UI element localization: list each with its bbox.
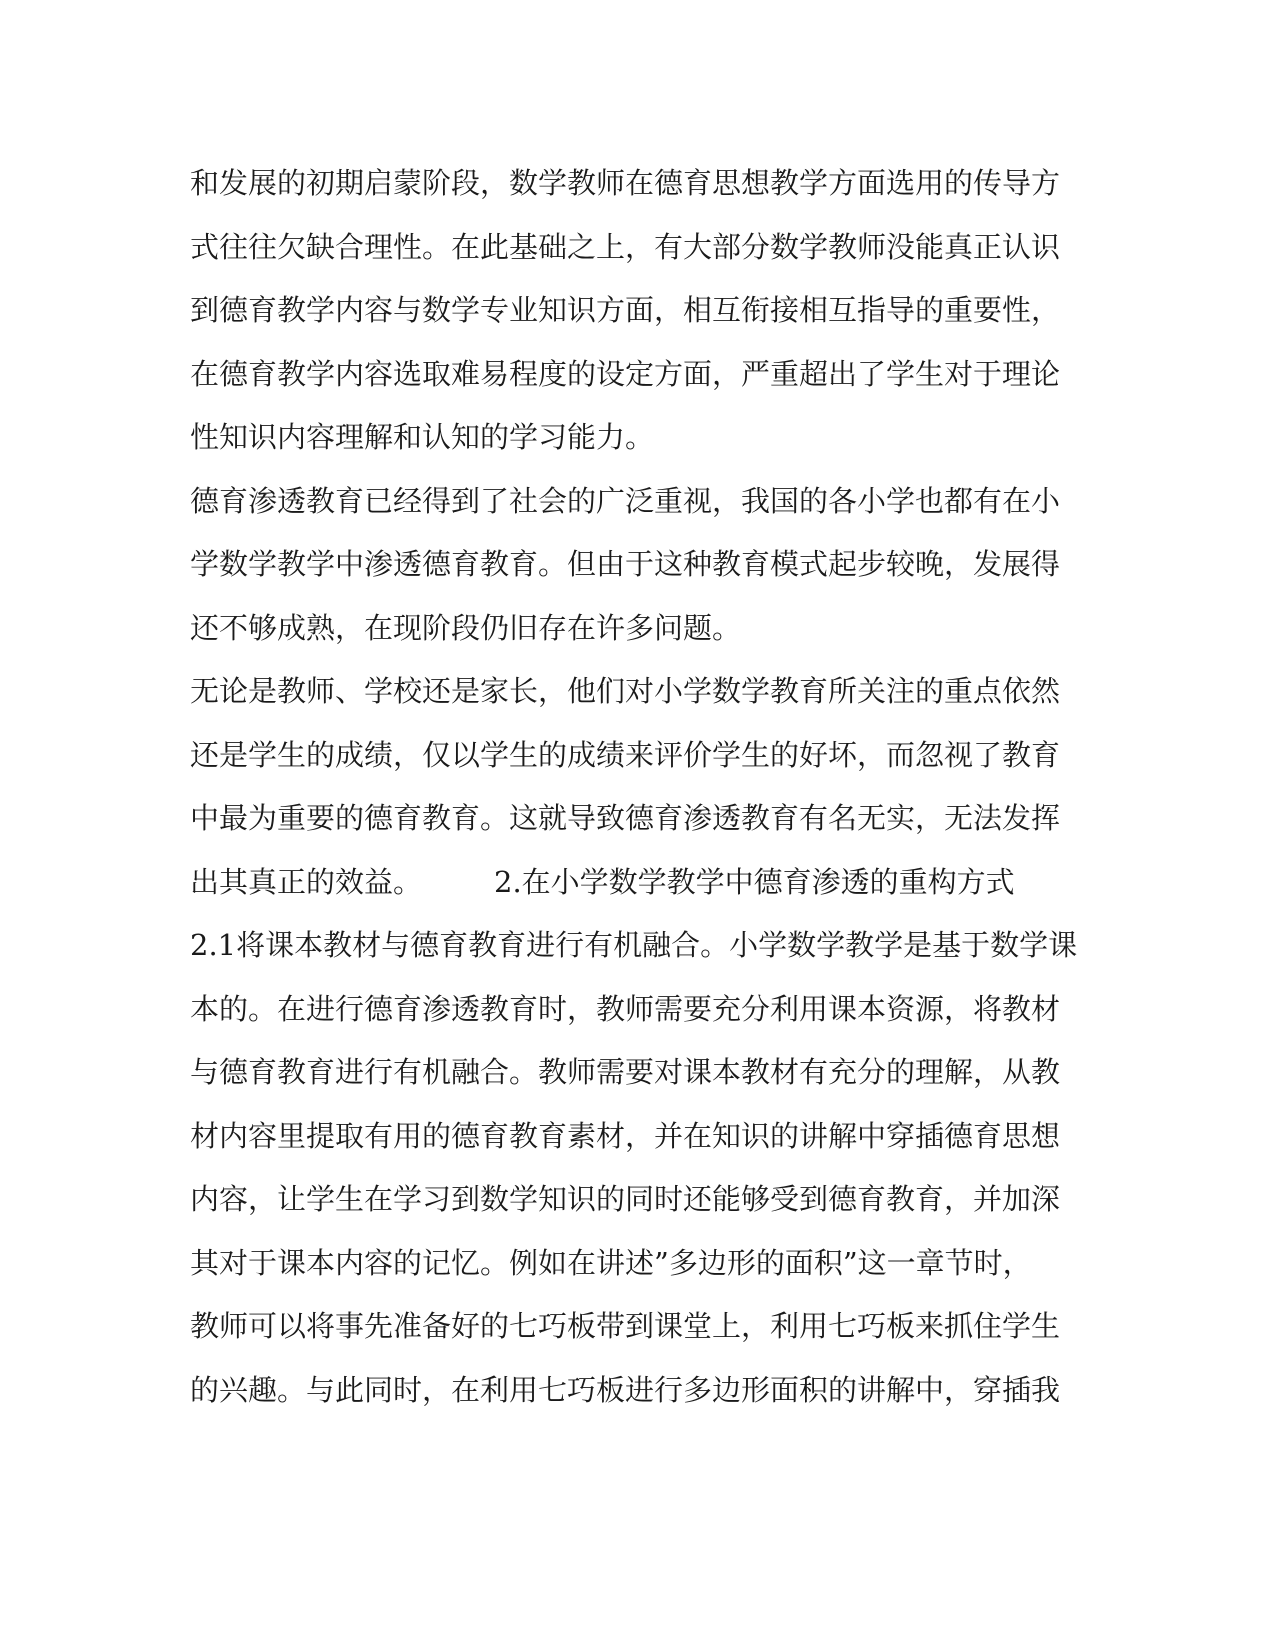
text-line: 到德育教学内容与数学专业知识方面，相互衔接相互指导的重要性， bbox=[190, 293, 1061, 327]
body-text bbox=[190, 152, 1090, 1422]
text-line: 还不够成熟，在现阶段仍旧存在许多问题。 bbox=[190, 610, 742, 645]
text-line: 德育渗透教育已经得到了社会的广泛重视，我国的各小学也都有在小 bbox=[190, 483, 1061, 518]
text-line: 本的。在进行德育渗透教育时，教师需要充分利用课本资源，将教材 bbox=[190, 991, 1061, 1026]
text-line: 式往往欠缺合理性。在此基础之上，有大部分数学教师没能真正认识 bbox=[190, 229, 1061, 264]
section-heading: 2.在小学数学教学中德育渗透的重构方式 bbox=[494, 864, 1015, 899]
text-line-with-heading bbox=[190, 851, 1090, 915]
text-line: 性知识内容理解和认知的学习能力。 bbox=[190, 420, 655, 454]
text-segment: 出其真正的效益。 bbox=[190, 864, 423, 899]
text-line: 还是学生的成绩，仅以学生的成绩来评价学生的好坏，而忽视了教育 bbox=[190, 737, 1061, 772]
text-line: 与德育教育进行有机融合。教师需要对课本教材有充分的理解，从教 bbox=[190, 1055, 1061, 1089]
text-line: 材内容里提取有用的德育教育素材，并在知识的讲解中穿插德育思想 bbox=[190, 1118, 1061, 1153]
text-line: 和发展的初期启蒙阶段，数学教师在德育思想教学方面选用的传导方 bbox=[190, 166, 1061, 200]
text-line: 学数学教学中渗透德育教育。但由于这种教育模式起步较晚，发展得 bbox=[190, 547, 1061, 581]
text-line: 教师可以将事先准备好的七巧板带到课堂上，利用七巧板来抓住学生 bbox=[190, 1309, 1061, 1343]
text-line: 在德育教学内容选取难易程度的设定方面，严重超出了学生对于理论 bbox=[190, 356, 1061, 391]
text-line: 无论是教师、学校还是家长，他们对小学数学教育所关注的重点依然 bbox=[190, 674, 1061, 708]
text-line: 内容，让学生在学习到数学知识的同时还能够受到德育教育，并加深 bbox=[190, 1182, 1061, 1216]
text-line: 的兴趣。与此同时，在利用七巧板进行多边形面积的讲解中，穿插我 bbox=[190, 1372, 1061, 1407]
text-line: 其对于课本内容的记忆。例如在讲述”多边形的面积”这一章节时， bbox=[190, 1245, 1032, 1280]
text-line: 中最为重要的德育教育。这就导致德育渗透教育有名无实，无法发挥 bbox=[190, 801, 1061, 835]
text-line: 2.1将课本教材与德育教育进行有机融合。小学数学教学是基于数学课 bbox=[190, 928, 1078, 962]
